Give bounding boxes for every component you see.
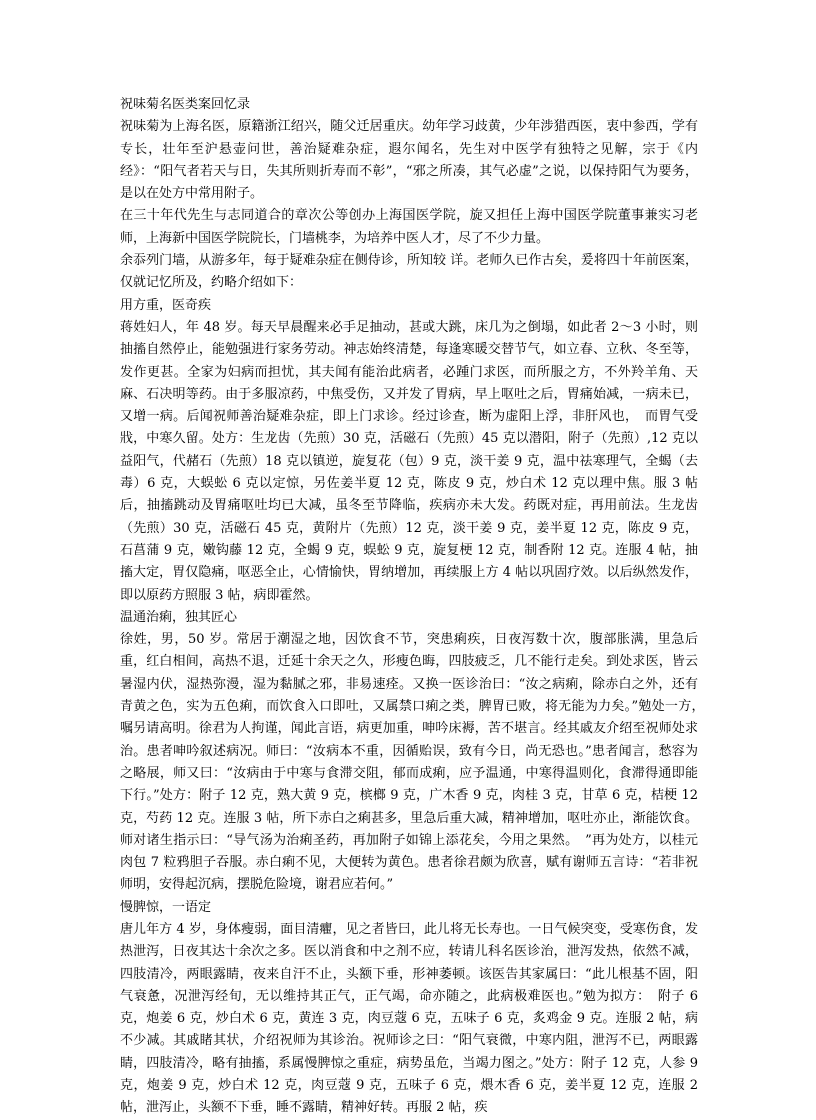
case-1-body: 蒋姓妇人，年 48 岁。每天早晨醒来必手足抽动，甚或大跳，床几为之倒塌，如此者 2～3 小时，则抽搐自然停止，能勉强进行家务劳动。神志始终清楚，每逢寒暖交替节气，如立春、立秋、冬至等，发作更甚。全家为妇病而担忧，其夫闻有能治此病者，必踵门求医，而所服之方，不外羚羊角、天麻、石决明等药。由于多服凉药，中焦受伤，又并发了胃病，早上呕吐之后，胃痛始减，一病未已，又增一病。后闻祝师善治疑难杂症，即上门求诊。经过诊查，断为虚阳上浮，非肝风也， 而胃气受戕，中寒久留。处方：生龙齿（先煎）30 克，活磁石（先煎）45 克以潜阳，附子（先煎）,12 克以益阳气，代赭石（先煎）18 克以镇逆，旋复花（包）9 克，淡干姜 9 克，温中祛寒理气，全蝎（去毒）6 克，大蜈蚣 6 克以定惊，另佐姜半夏 12 克，陈皮 9 克，炒白术 12 克以理中焦。服 3 帖后，抽搐跳动及胃痛呕吐均已大减，虽冬至节降临，疾病亦未大发。药既对症，再用前法。生龙齿（先煎）30 克，活磁石 45 克，黄附片（先煎）12 克，淡干姜 9 克，姜半夏 12 克，陈皮 9 克，石菖蒲 9 克，嫩钩藤 12 克，全蝎 9 克，蜈蚣 9 克，旋复梗 12 克，制香附 12 克。连服 4 帖，抽搐大定，胃仅隐痛，呕恶全止，心情愉快，胃纳增加，再续服上方 4 帖以巩固疗效。以后纵然发作，即以原药方照服 3 帖，病即霍然。 bbox=[120, 319, 698, 603]
case-2-body: 徐姓，男，50 岁。常居于潮湿之地，因饮食不节，突患痢疾，日夜泻数十次，腹部胀满，里急后重，红白相间，高热不退，迁延十余天之久，形瘦色晦，四肢疲乏，几不能行走矣。到处求医，皆云暑湿内伏，湿热弥漫，湿为黏腻之邪，非易速痊。又换一医诊治曰：“汝之病痢，除赤白之外，还有青黄之色，实为五色痢，而饮食入口即吐，又属禁口痢之类，脾胃已败，将无能为力矣。”勉处一方， 嘱另请高明。徐君为人拘谨，闻此言语，病更加重，呻吟床褥，苦不堪言。经其戚友介绍至祝师处求治。患者呻吟叙述病况。师曰：“汝病本不重，因循贻误，致有今日，尚无恐也。”患者闻言，愁容为之略展，师又曰：“汝病由于中寒与食滞交阻，郁而成痢，应予温通，中寒得温则化，食滞得通即能下行。”处方：附子 12 克，熟大黄 9 克，槟榔 9 克，广木香 9 克，肉桂 3 克，甘草 6 克，桔梗 12 克，芍药 12 克。连服 3 帖，所下赤白之痢甚多，里急后重大减，精神增加，呕吐亦止，渐能饮食。师对诸生指示曰：“导气汤为治痢圣药，再加附子如锦上添花矣，今用之果然。 ”再为处方，以桂元肉包 7 粒鸦胆子吞服。赤白痢不见，大便转为黄色。患者徐君颇为欣喜，赋有谢师五言诗：“若非祝师明，安得起沉病，摆脱危险境，谢君应若何。” bbox=[120, 632, 712, 893]
case-3-heading: 慢脾惊，一语定 bbox=[120, 899, 212, 915]
document-title: 祝味菊名医类案回忆录 bbox=[120, 97, 251, 112]
case-3-body: 唐儿年方 4 岁，身体瘦弱，面目清癯，见之者皆曰，此儿将无长寿也。一日气候突变，受寒伤食，发热泄泻，日夜其达十余次之多。医以消食和中之剂不应，转请儿科名医诊治，泄泻发热，依然不减，四肢清冷，两眼露睛，夜来自汗不止，头额下垂，形神萎顿。该医告其家属曰：“此儿根基不固，阳气衰惫，况泄泻经旬，无以维持其正气，正气竭，命亦随之，此病极难医也。”勉为拟方： 附子 6 克，炮姜 6 克，炒白术 6 克，黄连 3 克，肉豆蔻 6 克，五味子 6 克，炙鸡金 9 克。连服 2 帖，病不少减。其戚睹其状，介绍祝师为其诊治。祝师诊之曰：“阳气衰微，中寒内阻，泄泻不已，两眼露睛，四肢清冷，略有抽搐，系属慢脾惊之重症，病势虽危，当竭力图之。”处方：附子 12 克，人参 9 克，炮姜 9 克，炒白术 12 克，肉豆蔻 9 克，五味子 6 克，煨木香 6 克，姜半夏 12 克，连服 2 帖，泄泻止，头额不下垂，睡不露睛，精神好转。再服 2 帖，疾 bbox=[120, 921, 698, 1116]
case-2-heading: 温通治痢，独其匠心 bbox=[120, 609, 238, 625]
intro-paragraph-1: 祝味菊为上海名医，原籍浙江绍兴，随父迁居重庆。幼年学习歧黄，少年涉猎西医，衷中参西，学有专长，壮年至沪悬壶问世，善治疑难杂症，遐尔闻名，先生对中医学有独特之见解，宗于《内经》：“阳气者若天与日，失其所则折寿而不彰”，“邪之所凑，其气必虚”之说，以保持阳气为要务，是以在处方中常用附子。 bbox=[120, 119, 698, 202]
case-1-heading: 用方重，医奇疾 bbox=[120, 297, 212, 313]
intro-paragraph-2: 在三十年代先生与志同道合的章次公等创办上海国医学院，旋又担任上海中国医学院董事兼实习老师，上海新中国医学院院长，门墙桃李，为培养中医人才，尽了不少力量。 bbox=[120, 208, 698, 246]
document-page bbox=[120, 94, 712, 1120]
intro-paragraph-3: 余忝列门墙，从游多年，每于疑难杂症在侧侍诊，所知较 详。老师久已作古矣，爰将四十年前医案，仅就记忆所及，约略介绍如下： bbox=[120, 253, 698, 291]
